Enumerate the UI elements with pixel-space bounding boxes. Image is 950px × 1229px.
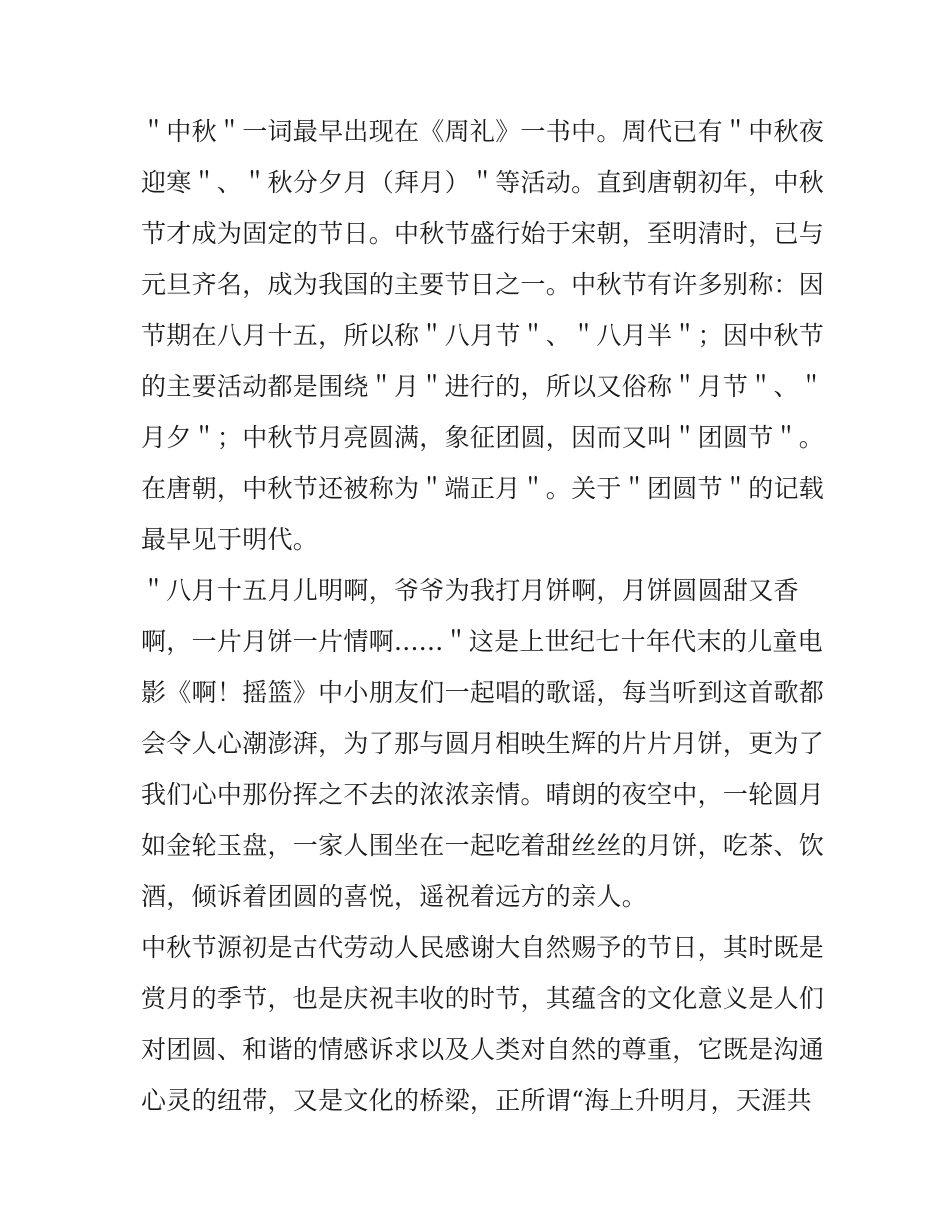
text-line: 酒，倾诉着团圆的喜悦，遥祝着远方的亲人。 bbox=[141, 882, 648, 911]
text-line: 影《啊！摇篮》中小朋友们一起唱的歌谣，每当听到这首歌都 bbox=[141, 678, 825, 707]
text-line: 啊，一片月饼一片情啊......＂这是上世纪七十年代末的儿童电 bbox=[141, 627, 823, 656]
text-line: 会令人心潮澎湃，为了那与圆月相映生辉的片片月饼，更为了 bbox=[141, 729, 825, 758]
text-line: 最早见于明代。 bbox=[141, 525, 319, 554]
text-line: 中秋节源初是古代劳动人民感谢大自然赐予的节日，其时既是 bbox=[141, 933, 825, 962]
text-line: 迎寒＂、＂秋分夕月（拜月）＂等活动。直到唐朝初年，中秋 bbox=[141, 168, 825, 197]
text-line: ＂中秋＂一词最早出现在《周礼》一书中。周代已有＂中秋夜 bbox=[141, 117, 825, 146]
document-body bbox=[141, 112, 825, 1132]
paragraph-cultural-meaning bbox=[141, 928, 825, 1132]
text-line: 月夕＂；中秋节月亮圆满，象征团圆，因而又叫＂团圆节＂。 bbox=[141, 423, 825, 452]
text-line: ＂八月十五月儿明啊，爷爷为我打月饼啊，月饼圆圆甜又香 bbox=[141, 576, 799, 605]
text-line: 节期在八月十五，所以称＂八月节＂、＂八月半＂；因中秋节 bbox=[141, 321, 825, 350]
text-line: 心灵的纽带，又是文化的桥梁，正所谓“海上升明月，天涯共 bbox=[141, 1086, 812, 1115]
text-line: 在唐朝，中秋节还被称为＂端正月＂。关于＂团圆节＂的记载 bbox=[141, 474, 825, 503]
text-line: 的主要活动都是围绕＂月＂进行的，所以又俗称＂月节＂、＂ bbox=[141, 372, 825, 401]
text-line: 赏月的季节，也是庆祝丰收的时节，其蕴含的文化意义是人们 bbox=[141, 984, 825, 1013]
text-line: 元旦齐名，成为我国的主要节日之一。中秋节有许多别称：因 bbox=[141, 270, 825, 299]
text-line: 对团圆、和谐的情感诉求以及人类对自然的尊重，它既是沟通 bbox=[141, 1035, 825, 1064]
paragraph-song-memory bbox=[141, 571, 825, 928]
text-line: 我们心中那份挥之不去的浓浓亲情。晴朗的夜空中，一轮圆月 bbox=[141, 780, 825, 809]
text-line: 节才成为固定的节日。中秋节盛行始于宋朝，至明清时，已与 bbox=[141, 219, 825, 248]
paragraph-mid-autumn-origin bbox=[141, 112, 825, 571]
text-line: 如金轮玉盘，一家人围坐在一起吃着甜丝丝的月饼，吃茶、饮 bbox=[141, 831, 825, 860]
